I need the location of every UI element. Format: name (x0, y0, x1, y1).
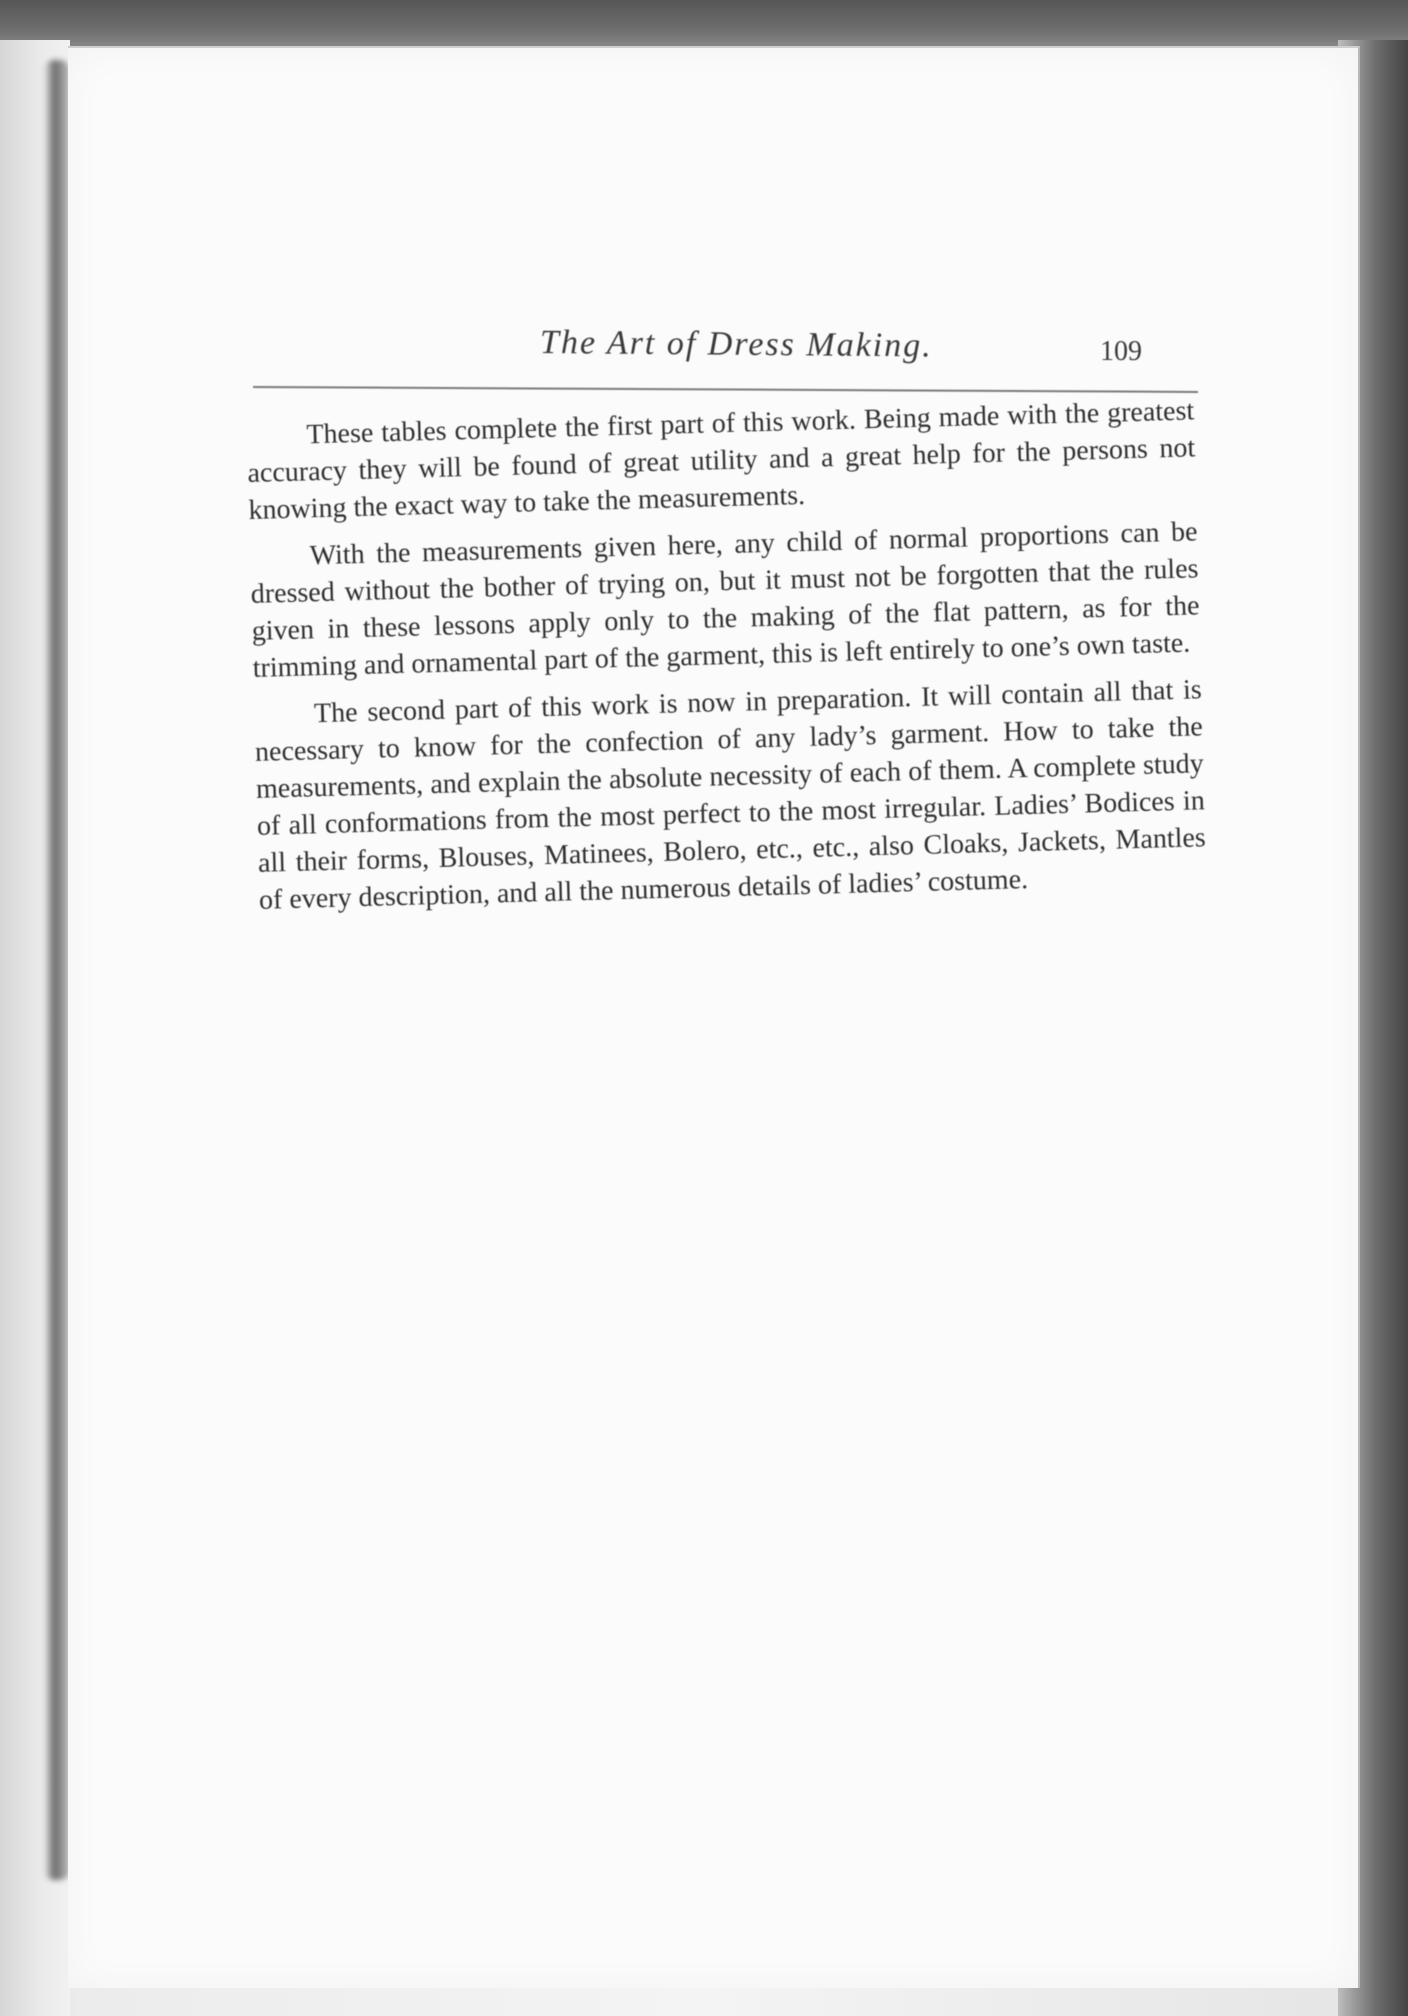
running-head (252, 288, 1202, 367)
paragraph: The second part of this work is now in preparation. It will contain all that is necessary to know for the confection of any lady’s garment. How to take the measurements, and explain the absolute necessity of each of them. A complete study of all conformations from the most perfect to the most irregular. Ladies’ Bodices in all their forms, Blouses, Matinees, Bolero, etc., etc., also Cloaks, Jackets, Mantles of every description, and all the numerous details of ladies’ costume. (254, 674, 1207, 916)
running-title: The Art of Dress Making. (539, 324, 933, 365)
body-text (246, 392, 1207, 928)
scanner-top-edge (0, 0, 1408, 50)
paragraph: These tables complete the first part of this work. Being made with the greatest accuracy they will be found of great utility and a great help for the persons not knowing the exact way to take the measurements. (247, 395, 1196, 526)
book-page (68, 46, 1360, 1988)
binding-shadow (44, 60, 70, 1880)
page-content (68, 48, 1358, 1988)
header-rule (253, 386, 1198, 393)
paragraph: With the measurements given here, any child of normal proportions can be dressed without the bother of trying on, but it must not be forgotten that the rules given in these lessons apply only to the making of the flat pattern, as for the trimming and ornamental part of the garment, this is left entirely to one’s own taste. (250, 516, 1200, 684)
page-number: 109 (1100, 336, 1142, 367)
